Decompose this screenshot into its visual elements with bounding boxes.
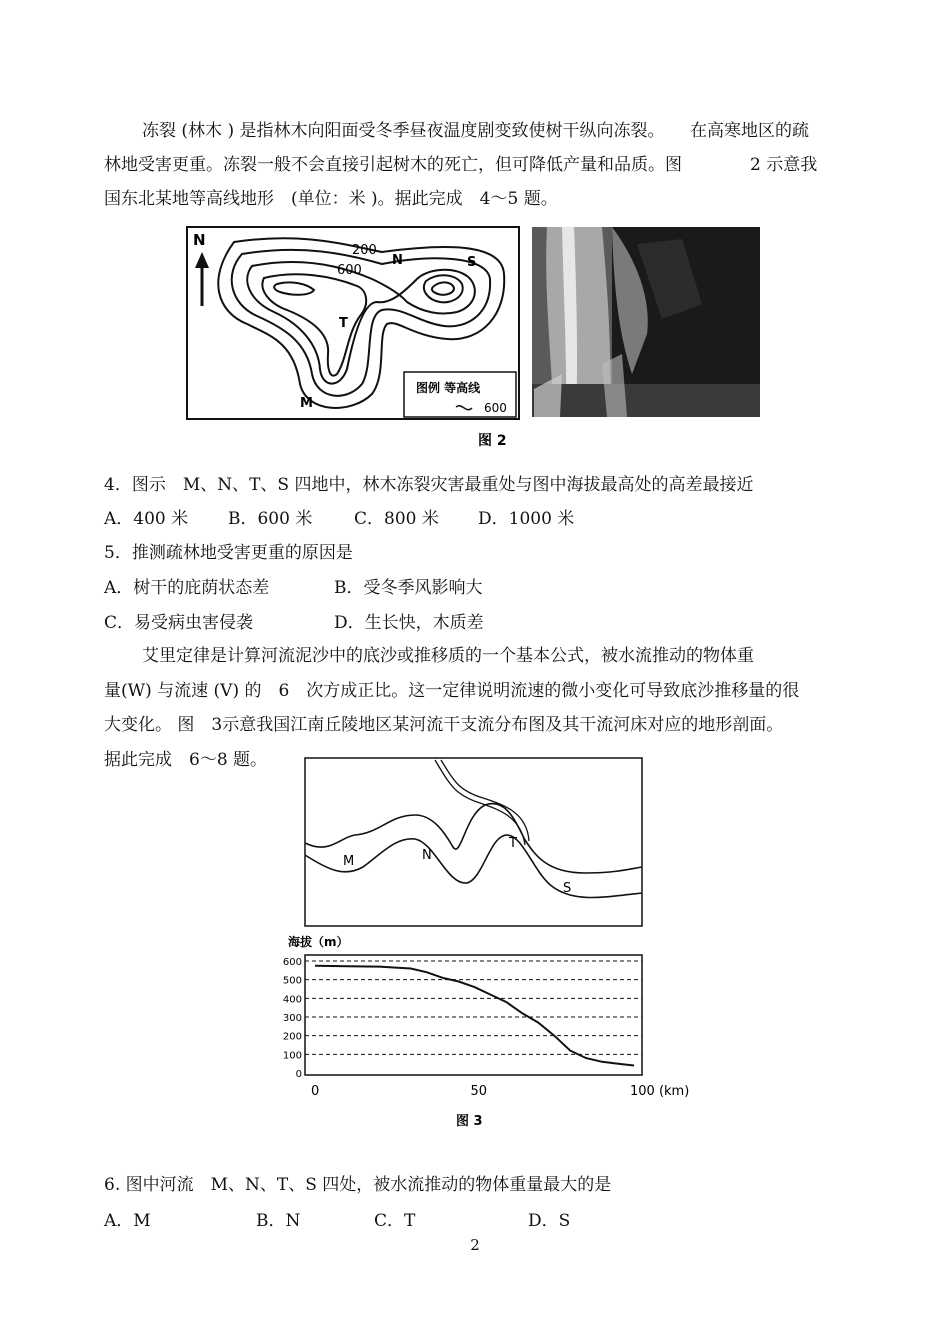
y-tick-label: 600 — [282, 957, 302, 968]
y-tick-label: 500 — [282, 975, 302, 987]
page-number: 2 — [470, 1236, 480, 1254]
q4-option-c[interactable]: C．800 米 — [354, 509, 439, 529]
q4-option-a[interactable]: A．400 米 — [104, 509, 189, 529]
tree-photo — [532, 227, 760, 417]
point-label-m: M — [300, 396, 313, 411]
y-tick-label: 0 — [295, 1069, 302, 1080]
q4-option-b[interactable]: B．600 米 — [228, 509, 313, 529]
profile-ylabel: 海拔（m） — [288, 935, 349, 949]
x-tick-label: 50 — [470, 1084, 488, 1099]
q6-option-a[interactable]: A．M — [104, 1211, 151, 1231]
passage1-line3: 国东北某地等高线地形 (单位：米 )。据此完成 4～5 题。 — [104, 189, 558, 209]
y-tick-label: 400 — [282, 994, 302, 1006]
river-label-t: T — [509, 836, 517, 851]
q5-option-c[interactable]: C．易受病虫害侵袭 — [104, 613, 254, 633]
y-tick-label: 300 — [282, 1013, 302, 1024]
passage1-line1: 冻裂 (林木 ) 是指林木向阳面受冬季昼夜温度剧变致使树干纵向冻裂。 在高寒地区的疏 — [142, 121, 809, 141]
x-tick-label: 0 — [311, 1084, 320, 1099]
contour-label-200: 200 — [352, 243, 377, 258]
point-label-t: T — [339, 316, 348, 331]
figure-3-caption: 图 3 — [456, 1114, 483, 1129]
q6-option-b[interactable]: B．N — [256, 1211, 301, 1231]
legend-title: 图例 等高线 — [416, 381, 481, 395]
contour-label-600: 600 — [337, 263, 362, 278]
figure-2-caption: 图 2 — [478, 433, 507, 449]
figure-2 — [182, 224, 762, 452]
passage2-line1: 艾里定律是计算河流泥沙中的底沙或推移质的一个基本公式，被水流推动的物体重 — [142, 646, 754, 666]
profile-y-ticks — [283, 957, 302, 1080]
profile-chart-frame — [305, 955, 642, 1075]
passage2-line3: 大变化。 图 3示意我国江南丘陵地区某河流干支流分布图及其干流河床对应的地形剖面。 — [104, 715, 784, 735]
north-label: N — [193, 231, 206, 249]
q6-option-c[interactable]: C．T — [374, 1211, 416, 1231]
passage2-line4: 据此完成 6～8 题。 — [104, 750, 268, 770]
river-label-n: N — [422, 848, 432, 863]
passage1-line2: 林地受害更重。冻裂一般不会直接引起树木的死亡，但可降低产量和品质。图 2 示意我 — [104, 155, 818, 175]
q5-option-b[interactable]: B．受冬季风影响大 — [334, 578, 483, 598]
q4-stem: 4．图示 M、N、T、S 四地中，林木冻裂灾害最重处与图中海拔最高处的高差最接近 — [104, 475, 754, 495]
q6-option-d[interactable]: D．S — [528, 1211, 571, 1231]
y-tick-label: 200 — [282, 1031, 302, 1043]
river-label-m: M — [343, 854, 355, 869]
legend-value: 600 — [484, 401, 507, 415]
point-label-n: N — [392, 253, 403, 268]
passage2-line2: 量(W) 与流速 (V) 的 6 次方成正比。这一定律说明流速的微小变化可导致底沙推移量的很 — [104, 681, 800, 701]
x-tick-label: 100 (km) — [630, 1084, 690, 1099]
q5-option-d[interactable]: D．生长快，木质差 — [334, 613, 484, 633]
q5-option-a[interactable]: A．树干的庇荫状态差 — [104, 578, 270, 598]
profile-x-ticks — [311, 1084, 689, 1099]
y-tick-label: 100 — [282, 1050, 302, 1062]
river-label-s: S — [563, 881, 572, 896]
point-label-s: S — [467, 255, 477, 270]
q5-stem: 5．推测疏林地受害更重的原因是 — [104, 543, 353, 563]
figure-3 — [282, 755, 690, 1135]
q4-option-d[interactable]: D．1000 米 — [478, 509, 575, 529]
q6-stem: 6. 图中河流 M、N、T、S 四处，被水流推动的物体重量最大的是 — [104, 1175, 612, 1195]
river-map-frame — [305, 758, 642, 926]
